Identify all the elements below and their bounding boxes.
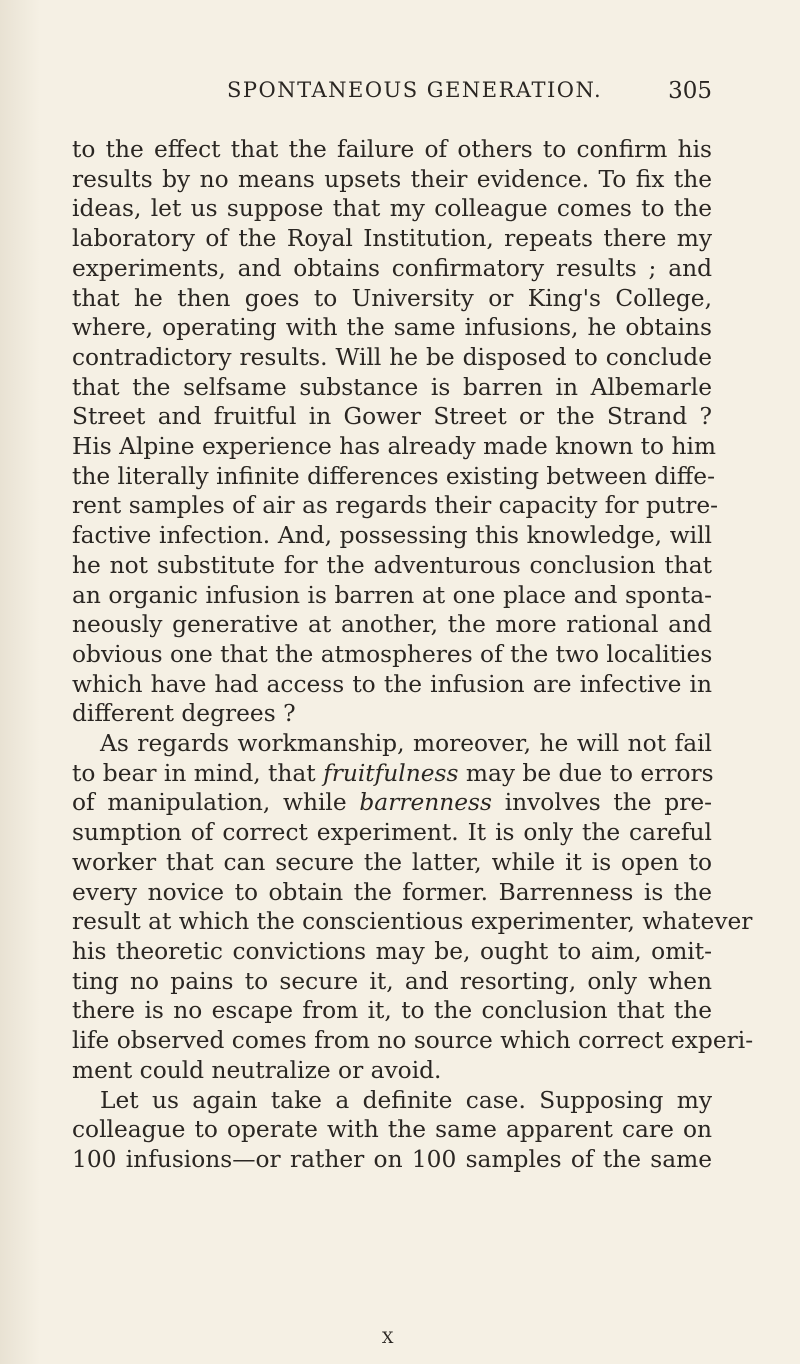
text-line: that he then goes to University or King's College,: [72, 284, 712, 312]
page-header: [72, 78, 712, 108]
emphasis-fruitfulness: fruitfulness: [323, 759, 459, 787]
signature-mark: X: [382, 1328, 395, 1347]
text-line: worker that can secure the latter, while it is open to: [72, 848, 712, 876]
text-line: to the effect that the failure of others to confirm his: [72, 136, 712, 163]
text-line: colleague to operate with the same apparent care on: [72, 1116, 712, 1144]
paragraph-1: [72, 135, 719, 729]
text-line: obvious one that the atmospheres of the two localities: [72, 640, 713, 668]
text-line: which have had access to the infusion are infective in: [72, 670, 712, 698]
text-line: contradictory results. Will he be disposed to conclude: [72, 343, 712, 371]
text-segment: involves the pre-: [491, 789, 712, 817]
text-line: 100 infusions—or rather on 100 samples of the same: [72, 1145, 712, 1173]
emphasis-barrenness: barrenness: [359, 789, 492, 817]
text-line: result at which the conscientious experimenter, whatever: [72, 908, 753, 936]
text-line: His Alpine experience has already made known to him: [72, 433, 717, 461]
text-line: ting no pains to secure it, and resorting, only when: [72, 967, 712, 995]
text-line: an organic infusion is barren at one place and sponta-: [72, 581, 712, 609]
text-line: that the selfsame substance is barren in Albemarle: [72, 373, 712, 401]
text-line: life observed comes from no source which correct experi-: [72, 1027, 754, 1055]
text-line: rent samples of air as regards their capacity for putre-: [72, 492, 719, 520]
text-segment: may be due to errors: [458, 759, 714, 787]
paragraph-3: [72, 1086, 712, 1175]
text-line: [72, 759, 712, 789]
text-line: results by no means upsets their evidence. To fix the: [72, 165, 712, 193]
text-line: [72, 788, 712, 818]
text-line: Street and fruitful in Gower Street or the Strand ?: [72, 403, 712, 431]
text-line: every novice to obtain the former. Barrenness is the: [72, 878, 712, 906]
text-line: experiments, and obtains confirmatory results ; and: [72, 254, 712, 282]
text-line: he not substitute for the adventurous conclusion that: [72, 551, 712, 579]
text-segment: of manipulation, while: [72, 789, 360, 817]
text-line: where, operating with the same infusions, he obtains: [72, 314, 712, 342]
text-line: different degrees ?: [72, 700, 296, 728]
body-text: [72, 135, 754, 1175]
running-head: SPONTANEOUS GENERATION.: [227, 78, 603, 102]
paragraph-2: [72, 729, 754, 1085]
text-line: laboratory of the Royal Institution, repeats there my: [72, 225, 712, 253]
text-line: ideas, let us suppose that my colleague comes to the: [72, 195, 712, 223]
text-line: his theoretic convictions may be, ought to aim, omit-: [72, 937, 712, 965]
text-line: Let us again take a definite case. Supposing my: [100, 1086, 712, 1114]
text-line: neously generative at another, the more rational and: [72, 611, 712, 639]
text-line: the literally infinite differences existing between diffe-: [72, 462, 715, 490]
page-number: 305: [668, 78, 712, 104]
text-line: ment could neutralize or avoid.: [72, 1056, 442, 1084]
text-line: As regards workmanship, moreover, he will not fail: [100, 730, 712, 758]
text-line: sumption of correct experiment. It is only the careful: [72, 819, 712, 847]
text-segment: to bear in mind, that: [72, 759, 324, 787]
text-line: factive infection. And, possessing this knowledge, will: [72, 522, 712, 550]
text-line: there is no escape from it, to the conclusion that the: [72, 997, 712, 1025]
